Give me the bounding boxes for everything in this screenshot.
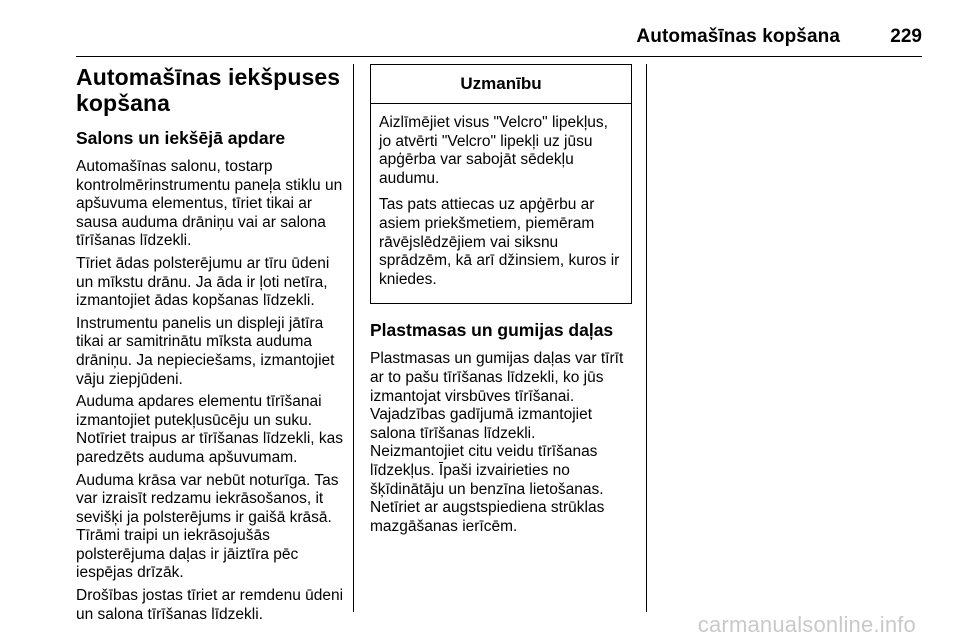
header-title: Automašīnas kopšana (636, 26, 840, 47)
middle-column (370, 64, 632, 540)
warning-title: Uzmanību (371, 65, 631, 104)
left-column (76, 64, 346, 628)
paragraph: Drošības jostas tīriet ar remdenu ūdeni un salona tīrīšanas līdzekli. (76, 587, 344, 623)
subsection-heading-plastics: Plastmasas un gumijas daļas (370, 320, 614, 341)
paragraph: Instrumentu panelis un displeji jātīra tikai ar samitrinātu mīksta auduma drāniņu. Ja nepieciešams, izmantojiet vāju ziepjūdeni. (76, 314, 335, 388)
warning-body (371, 104, 631, 303)
paragraph: Plastmasas un gumijas daļas var tīrīt ar to pašu tīrīšanas līdzekli, ko jūs izmantojat virsbūves tīrīšanai. Vajadzības gadījumā izmantojiet salona tīrīšanas līdzekli. Neizmantojiet citu veidu tīrīšanas līdzekļus. Īpaši izvairieties no šķīdinātāju un benzīna lietošanas. Netīriet ar augstspiediena strūklas mazgāšanas ierīcēm. (370, 350, 624, 535)
watermark: carmanualsonline.info (697, 612, 916, 637)
paragraph: Auduma apdares elementu tīrīšanai izmantojiet putekļusūcēju un suku. Notīriet traipus ar tīrīšanas līdzekli, kas paredzēts auduma apšuvumam. (76, 393, 344, 466)
subsection-heading-interior: Salons un iekšējā apdare (76, 128, 286, 148)
running-header (76, 26, 922, 57)
paragraph: Automašīnas salonu, tostarp kontrolmērinstrumentu paneļa stiklu un apšuvuma elementus, tīriet tikai ar sausa auduma drāniņu vai ar salona tīrīšanas līdzekli. (76, 158, 343, 250)
warning-paragraph: Aizlīmējiet visus "Velcro" lipekļus, jo atvērti "Velcro" lipekļi uz jūsu apģērba var sabojāt sēdekļu audumu. (379, 114, 608, 187)
warning-paragraph: Tas pats attiecas uz apģērbu ar asiem priekšmetiem, piemēram rāvējslēdzējiem vai siksnu sprādzēm, kā arī džinsiem, kuros ir kniedes. (379, 196, 620, 288)
paragraph: Tīriet ādas polsterējumu ar tīru ūdeni un mīkstu drānu. Ja āda ir ļoti netīra, izmantojiet ādas kopšanas līdzekli. (76, 254, 330, 310)
column-divider-right (646, 64, 647, 612)
warning-box (370, 64, 632, 304)
column-divider-left (353, 64, 354, 612)
paragraph: Auduma krāsa var nebūt noturīga. Tas var izraisīt redzamu iekrāsošanos, it sevišķi ja polsterējums ir gaišā krāsā. Tīrāmi traipi un iekrāsojušās polsterējuma daļas ir jāiztīra pēc iespējas drīzāk. (76, 471, 339, 582)
section-heading: Automašīnas iekšpuses kopšana (76, 64, 341, 116)
page-number: 229 (890, 26, 922, 47)
